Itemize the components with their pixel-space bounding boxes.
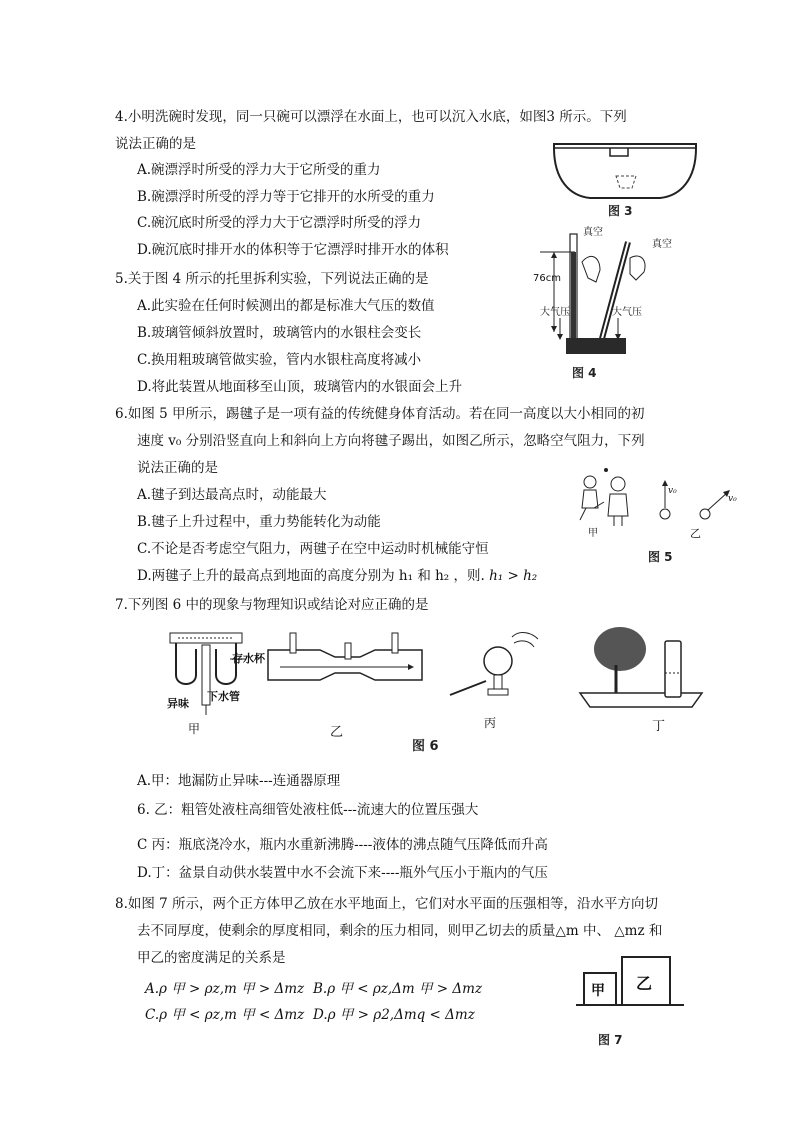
q8-stem-line3: 甲乙的密度满足的关系是 <box>137 950 286 966</box>
fig6-label-yi: 乙 <box>330 725 344 740</box>
q7-option-d: D.丁：盆景自动供水装置中水不会流下来----瓶外气压小于瓶内的气压 <box>137 865 548 881</box>
fig5-label-jia: 甲 <box>588 528 598 539</box>
q6-stem-line2: 速度 v₀ 分别沿竖直向上和斜向上方向将毽子踢出，如图乙所示，忽略空气阻力，下列 <box>137 433 645 449</box>
fig4-label-atm-right: 大气压 <box>612 307 642 318</box>
q8-option-a: A.ρ 甲 > ρz,m 甲 > Δmz <box>145 981 305 997</box>
q7-option-c: C 丙：瓶底浇冷水，瓶内水重新沸腾----液体的沸点随气压降低而升高 <box>137 837 548 853</box>
figure-5-caption: 图 5 <box>648 550 673 564</box>
q8-option-b: B.ρ 甲 < ρz,Δm 甲 > Δmz <box>313 981 483 997</box>
q6-option-b: B.毽子上升过程中，重力势能转化为动能 <box>137 514 381 530</box>
q6-option-d <box>137 567 537 585</box>
q6-option-d-math: h₁ > h₂ <box>489 568 538 584</box>
fig4-label-atm-left: 大气压 <box>540 307 570 318</box>
figure-6-phenomena <box>160 615 720 755</box>
fig6-label-xiashui: 下水管 <box>207 690 240 703</box>
q4-stem-line1: 4.小明洗碗时发现，同一只碗可以漂浮在水面上，也可以沉入水底，如图3 所示。下列 <box>115 109 627 125</box>
figure-3-caption: 图 3 <box>608 204 633 218</box>
q7-option-b: 6. 乙：粗管处液柱高细管处液柱低---流速大的位置压强大 <box>137 802 479 818</box>
fig6-label-bing: 丙 <box>484 716 497 730</box>
q5-option-b: B.玻璃管倾斜放置时，玻璃管内的水银柱会变长 <box>137 325 422 341</box>
q4-option-d: D.碗沉底时排开水的体积等于它漂浮时排开水的体积 <box>137 242 449 258</box>
q5-stem: 5.关于图 4 所示的托里拆利实验，下列说法正确的是 <box>115 271 429 287</box>
fig6-label-cunshui: 存水杯 <box>232 652 265 665</box>
fig7-label-jia: 甲 <box>591 983 605 999</box>
q7-option-a: A.甲：地漏防止异味---连通器原理 <box>137 773 341 789</box>
fig6-label-yiwei: 异味 <box>167 697 189 710</box>
fig5-label-yi: 乙 <box>690 527 701 540</box>
fig5-label-v0-vertical: v₀ <box>668 486 677 496</box>
q8-option-c: C.ρ 甲 < ρz,m 甲 < Δmz <box>145 1007 305 1023</box>
fig7-label-yi: 乙 <box>636 974 653 993</box>
q4-option-b: B.碗漂浮时所受的浮力等于它排开的水所受的重力 <box>137 189 435 205</box>
q5-option-c: C.换用粗玻璃管做实验，管内水银柱高度将减小 <box>137 352 422 368</box>
q5-option-d: D.将此装置从地面移至山顶，玻璃管内的水银面会上升 <box>137 379 463 395</box>
q6-stem-line1: 6.如图 5 甲所示，踢毽子是一项有益的传统健身体育活动。若在同一高度以大小相同的初 <box>115 406 645 422</box>
q6-option-a: A.毽子到达最高点时，动能最大 <box>137 487 327 503</box>
q8-stem-line1: 8.如图 7 所示，两个正方体甲乙放在水平地面上，它们对水平面的压强相等，沿水平方向切 <box>115 896 659 912</box>
fig4-label-76cm: 76cm <box>533 273 561 284</box>
figure-7-caption: 图 7 <box>598 1033 623 1047</box>
q6-option-c: C.不论是否考虑空气阻力，两毽子在空中运动时机械能守恒 <box>137 541 489 557</box>
q6-stem-line3: 说法正确的是 <box>137 460 218 476</box>
figure-4-caption: 图 4 <box>572 366 597 380</box>
q4-stem-line2: 说法正确的是 <box>115 136 196 152</box>
q4-option-c: C.碗沉底时所受的浮力大于它漂浮时所受的浮力 <box>137 215 422 231</box>
q6-option-d-text: D.两毽子上升的最高点到地面的高度分别为 h₁ 和 h₂ ，则. <box>137 568 490 584</box>
fig4-label-vacuum-right: 真空 <box>652 239 672 250</box>
q7-stem: 7.下列图 6 中的现象与物理知识或结论对应正确的是 <box>115 597 429 613</box>
q8-stem-line2: 去不同厚度，使剩余的厚度相同，剩余的压力相同，则甲乙切去的质量△m 中、 △mz 和 <box>137 923 663 939</box>
fig4-label-vacuum-left: 真空 <box>583 227 603 238</box>
q8-option-d: D.ρ 甲 > ρ2,Δmq < Δmz <box>313 1007 475 1023</box>
figure-6-caption: 图 6 <box>412 739 439 754</box>
q5-option-a: A.此实验在任何时候测出的都是标准大气压的数值 <box>137 298 435 314</box>
q4-option-a: A.碗漂浮时所受的浮力大于它所受的重力 <box>137 162 381 178</box>
fig5-label-v0-oblique: v₀ <box>728 494 737 504</box>
fig6-label-jia: 甲 <box>188 722 201 736</box>
fig6-label-ding: 丁 <box>652 719 666 734</box>
